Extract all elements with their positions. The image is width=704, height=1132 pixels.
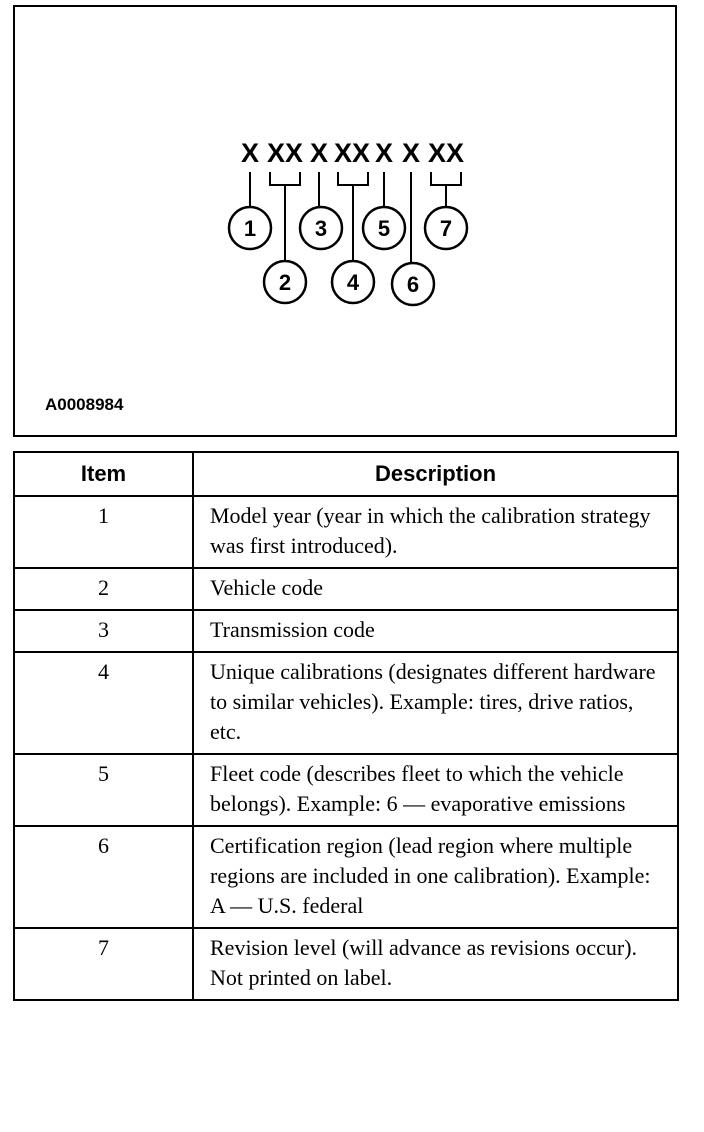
calibration-code-diagram: [15, 7, 679, 439]
item-column-header: Item: [14, 452, 193, 496]
item-description: Unique calibrations (designates different hardware to similar vehicles). Example: tires, drive ratios, etc.: [193, 652, 678, 754]
item-description: Vehicle code: [193, 568, 678, 610]
item-number: 7: [14, 928, 193, 1000]
table-row: [14, 754, 678, 826]
item-description: Fleet code (describes fleet to which the vehicle belongs). Example: 6 — evaporative emissions: [193, 754, 678, 826]
legend-table: [13, 451, 679, 1001]
callout-number-1: 1: [243, 216, 257, 241]
table-row: [14, 826, 678, 928]
callout-number-7: 7: [439, 216, 453, 241]
item-number: 2: [14, 568, 193, 610]
code-group-3: X: [309, 138, 329, 168]
description-column-header: Description: [193, 452, 678, 496]
code-group-4: XX: [333, 138, 371, 168]
bracket-2: [270, 172, 300, 185]
item-description: Certification region (lead region where multiple regions are included in one calibration). Example: A — U.S. federal: [193, 826, 678, 928]
item-number: 4: [14, 652, 193, 754]
bracket-7: [431, 172, 461, 185]
table-row: [14, 496, 678, 568]
diagram-figure: [13, 5, 677, 437]
callout-number-2: 2: [278, 270, 292, 295]
callout-number-3: 3: [314, 216, 328, 241]
code-group-1: X: [240, 138, 260, 168]
code-group-2: XX: [266, 138, 304, 168]
table-row: [14, 652, 678, 754]
item-number: 3: [14, 610, 193, 652]
item-description: Model year (year in which the calibration strategy was first introduced).: [193, 496, 678, 568]
code-group-7: XX: [427, 138, 465, 168]
callout-number-5: 5: [377, 216, 391, 241]
table-row: [14, 928, 678, 1000]
bracket-4: [338, 172, 368, 185]
callout-number-4: 4: [346, 270, 360, 295]
table-row: [14, 568, 678, 610]
item-description: Transmission code: [193, 610, 678, 652]
code-group-5: X: [374, 138, 394, 168]
item-number: 1: [14, 496, 193, 568]
figure-id: A0008984: [45, 395, 124, 414]
item-number: 6: [14, 826, 193, 928]
code-group-6: X: [401, 138, 421, 168]
header-row: [14, 452, 678, 496]
item-number: 5: [14, 754, 193, 826]
table-row: [14, 610, 678, 652]
callout-number-6: 6: [406, 272, 420, 297]
item-description: Revision level (will advance as revisions occur). Not printed on label.: [193, 928, 678, 1000]
